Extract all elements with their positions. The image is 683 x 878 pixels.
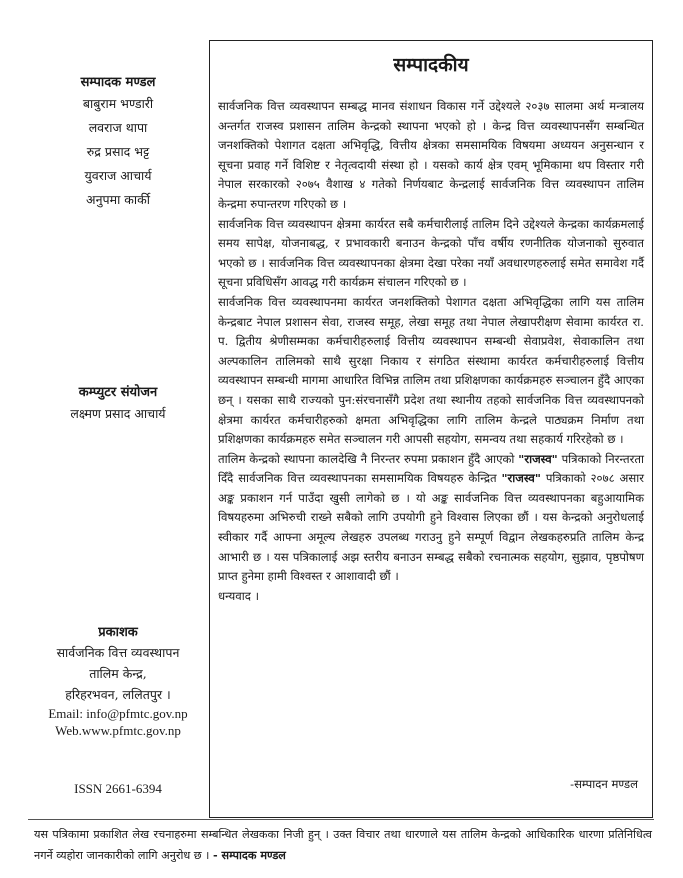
computer-layout-credit	[28, 384, 208, 426]
editorial-paragraph: सार्वजनिक वित्त व्यवस्थापन सम्बद्ध मानव संशाधन विकास गर्ने उद्देश्यले २०३७ सालमा अर्थ मन्त्रालय अन्तर्गत राजस्व प्रशासन तालिम केन्द्रको स्थापना भएको हो । केन्द्र वित्त व्यवस्थापनसँग सम्बन्धित जनशक्तिको पेशागत दक्षता अभिवृद्धि, वित्तीय क्षेत्रका समसामयिक विषयमा अध्ययन अनुसन्धान र सूचना प्रवाह गर्ने विशिष्ट र नेतृत्वदायी संस्था हो । यसको कार्य क्षेत्र एवम् भूमिकामा थप विस्तार गरी नेपाल सरकारको २०७५ वैशाख ४ गतेको निर्णयबाट केन्द्रलाई सार्वजनिक वित्त व्यवस्थापन तालिम केन्द्रमा रुपान्तरण गरिएको छ ।	[218, 99, 644, 211]
paragraph-text: पत्रिकाको निरन्तरता दिँदै सार्वजनिक वित्त व्यवस्थापनका समसामयिक विषयहरु केन्द्रित	[218, 451, 644, 486]
publisher-website: Web.www.pfmtc.gov.np	[55, 723, 181, 738]
publisher-address: हरिहरभवन, ललितपुर ।	[65, 687, 171, 702]
board-member: रुद्र प्रसाद भट्ट	[86, 144, 150, 159]
editorial-paragraph	[218, 450, 644, 587]
editorial-box	[209, 40, 653, 818]
journal-name: "राजस्व"	[518, 451, 558, 466]
publisher-line: सार्वजनिक वित्त व्यवस्थापन	[56, 645, 180, 660]
disclaimer-signature: - सम्पादक मण्डल	[212, 848, 286, 862]
publisher-line: तालिम केन्द्र,	[89, 666, 147, 681]
editorial-body	[218, 97, 644, 606]
editorial-title: सम्पादकीय	[393, 54, 469, 76]
board-member: अनुपमा कार्की	[86, 192, 150, 207]
publisher-block	[28, 624, 208, 739]
computer-heading: कम्प्युटर संयोजन	[78, 385, 158, 400]
editorial-signature: -सम्पादन मण्डल	[570, 777, 638, 791]
paragraph-text: तालिम केन्द्रको स्थापना कालदेखि नै निरन्तर रुपमा प्रकाशन हुँदै आएको	[218, 451, 519, 466]
disclaimer-footer	[34, 824, 652, 866]
journal-name: "राजस्व"	[501, 471, 541, 486]
disclaimer-text: यस पत्रिकामा प्रकाशित लेख रचनाहरुमा सम्बन्धित लेखकका निजी हुन् । उक्त विचार तथा धारणाले यस तालिम केन्द्रको आधिकारिक धारणा प्रतिनिधित्व नगर्ने व्यहोरा जानकारीको लागि अनुरोध छ ।	[34, 828, 652, 862]
publisher-email: Email: info@pfmtc.gov.np	[48, 706, 188, 721]
footer-divider	[28, 819, 654, 820]
editorial-paragraph: सार्वजनिक वित्त व्यवस्थापनमा कार्यरत जनशक्तिको पेशागत दक्षता अभिवृद्धिका लागि यस तालिम केन्द्रबाट नेपाल प्रशासन सेवा, राजस्व समूह, लेखा समूह तथा नेपाल लेखापरीक्षण सेवामा कार्यरत रा. प. द्वितीय श्रेणीसम्मका कर्मचारीहरुलाई वित्तीय व्यवस्थापन सम्बन्धी सेवाप्रवेश, सेवाकालिन तथा अल्पकालिन तालिमको साथै सुरक्षा निकाय र संगठित संस्थामा कार्यरत कर्मचारीहरुलाई वित्तीय व्यवस्थापन सम्बन्धी मागमा आधारित विभिन्न तालिम तथा प्रशिक्षणका कार्यक्रमहरु सञ्चालन हुँदै आएका छन् । यसका साथै राज्यको पुन:संरचनासँगै प्रदेश तथा स्थानीय तहको सार्वजनिक वित्त व्यवस्थापनको क्षेत्रमा कार्यरत कर्मचारीहरुको क्षमता अभिवृद्धिका लागि तालिम केन्द्रले पाठ्यक्रम निर्माण तथा प्रशिक्षणका कार्यक्रमहरु समेत सञ्चालन गरी आपसी सहयोग, समन्वय तथा सहकार्य गरिरहेको छ ।	[218, 294, 644, 447]
board-member: युवराज आचार्य	[84, 168, 152, 183]
editorial-board-heading: सम्पादक मण्डल	[80, 75, 156, 90]
issn-number: ISSN 2661-6394	[74, 781, 162, 796]
thanks-line: धन्यवाद ।	[218, 588, 259, 603]
editorial-board	[28, 74, 208, 212]
editorial-paragraph: सार्वजनिक वित्त व्यवस्थापन क्षेत्रमा कार्यरत सबै कर्मचारीलाई तालिम दिने उद्देश्यले केन्द्रका कार्यक्रमलाई समय सापेक्ष, योजनाबद्ध, र प्रभावकारी बनाउन केन्द्रको पाँच वर्षीय रणनीतिक योजनाको सुरुवात भएको छ । सार्वजनिक वित्त व्यवस्थापनका क्षेत्रमा देखा परेका नयाँ अवधारणहरुलाई समेत समावेश गर्दै सूचना प्रविधिसँग आवद्ध गरी कार्यक्रम संचालन गरिएको छ ।	[218, 216, 644, 290]
computer-name: लक्ष्मण प्रसाद आचार्य	[70, 406, 166, 421]
board-member: लवराज थापा	[88, 120, 148, 135]
publisher-heading: प्रकाशक	[98, 625, 138, 640]
board-member: बाबुराम भण्डारी	[82, 96, 154, 111]
paragraph-text: पत्रिकाको २०७८ असार अङ्क प्रकाशन गर्न पाउँदा खुसी लागेको छ । यो अङ्क सार्वजनिक वित्त व्यवस्थापनका बहुआयामिक विषयहरुमा अभिरुची राख्ने सबैको लागि उपयोगी हुने विश्वास लिएका छौं । यस केन्द्रको अनुरोधलाई स्वीकार गर्दै आफ्ना अमूल्य लेखहरु उपलब्ध गराउनु हुने सम्पूर्ण विद्वान लेखकहरुप्रति तालिम केन्द्र आभारी छ । यस पत्रिकालाई अझ स्तरीय बनाउन सम्बद्ध सबैको रचनात्मक सहयोग, सुझाव, पृष्ठपोषण प्राप्त हुनेमा हामी विश्वस्त र आशावादी छौं ।	[218, 471, 644, 584]
